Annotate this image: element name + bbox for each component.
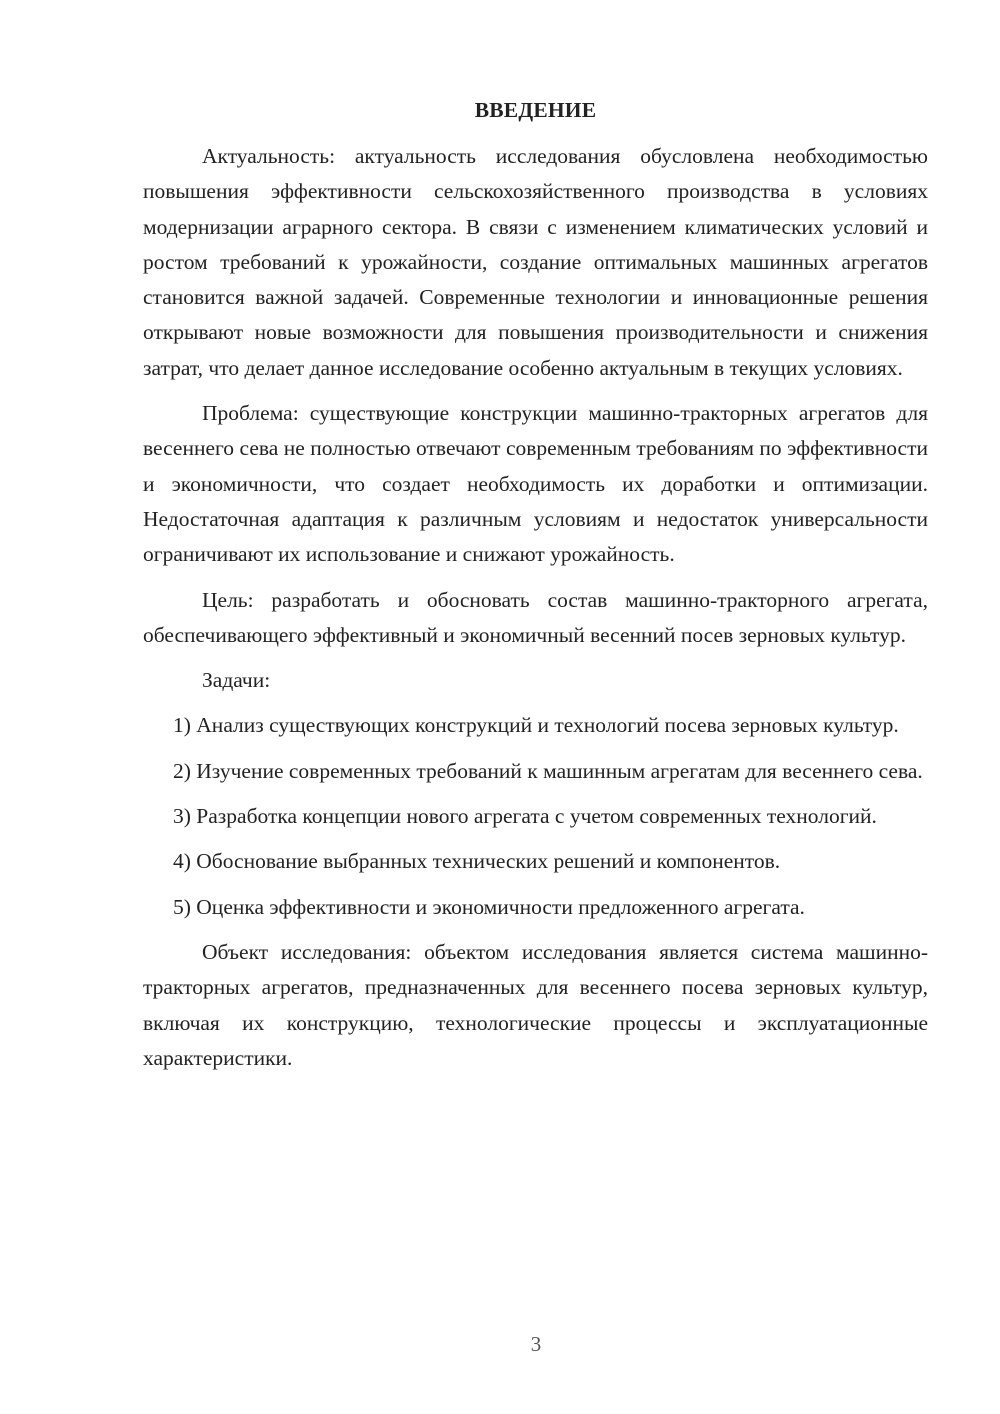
task-item: 4) Обоснование выбранных технических решений и компонентов. [173, 849, 781, 874]
paragraph-object: Объект исследования: объектом исследования является система машинно-тракторных агрегатов, предназначенных для весеннего посева зерновых культур, включая их конструкцию, технологические процессы и эксплуатационные характеристики. [143, 939, 928, 1070]
page-number: 3 [530, 1332, 542, 1356]
task-item: 5) Оценка эффективности и экономичности предложенного агрегата. [173, 894, 805, 919]
page-content [143, 92, 928, 1076]
task-item: 2) Изучение современных требований к машинным агрегатам для весеннего сева. [173, 758, 923, 783]
paragraph-problem: Проблема: существующие конструкции машинно-тракторных агрегатов для весеннего сева не полностью отвечают современным требованиям по эффективности и экономичности, что создает необходимость их доработки и оптимизации. Недостаточная адаптация к различным условиям и недостаток универсальности ограничивают их использование и снижают урожайность. [143, 401, 928, 567]
tasks-heading: Задачи: [202, 668, 271, 693]
paragraph-goal: Цель: разработать и обосновать состав машинно-тракторного агрегата, обеспечивающего эффективный и экономичный весенний посев зерновых культур. [143, 587, 928, 647]
paragraph-relevance: Актуальность: актуальность исследования обусловлена необходимостью повышения эффективности сельскохозяйственного производства в условиях модернизации аграрного сектора. В связи с изменением климатических условий и ростом требований к урожайности, создание оптимальных машинных агрегатов становится важной задачей. Современные технологии и инновационные решения открывают новые возможности для повышения производительности и снижения затрат, что делает данное исследование особенно актуальным в текущих условиях. [143, 144, 928, 380]
task-item: 1) Анализ существующих конструкций и технологий посева зерновых культур. [173, 713, 899, 738]
section-title: ВВЕДЕНИЕ [474, 98, 597, 122]
task-item: 3) Разработка концепции нового агрегата с учетом современных технологий. [173, 804, 877, 829]
